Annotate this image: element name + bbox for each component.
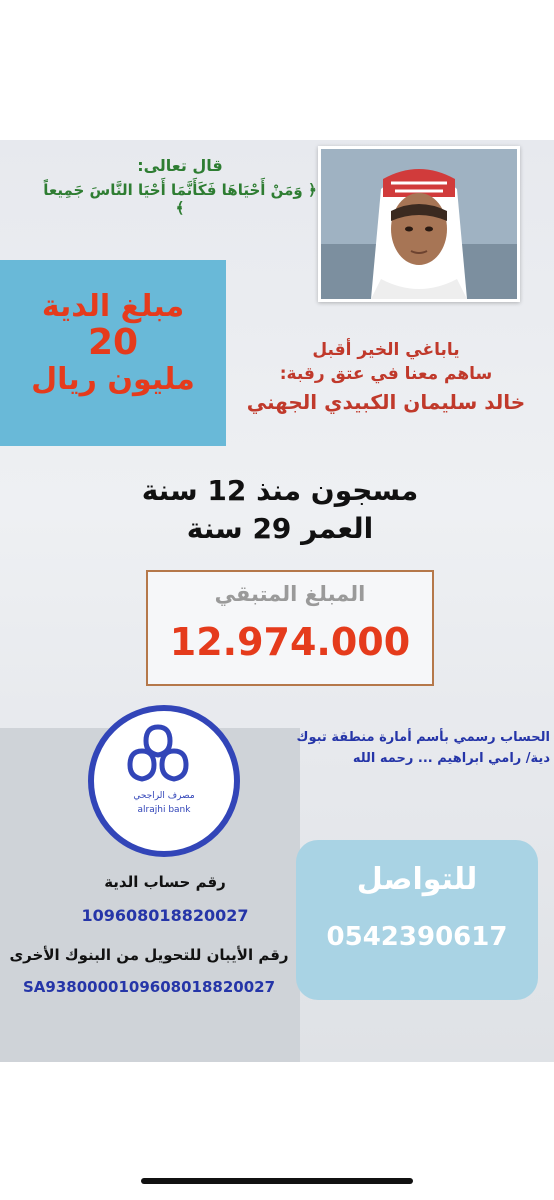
alrajhi-logo-icon xyxy=(88,713,228,793)
remaining-amount-box xyxy=(146,570,434,686)
appeal-line-2: ساهم معنا في عتق رقبة: xyxy=(279,364,493,384)
contact-title: للتواصل xyxy=(356,862,478,897)
iban-number: SA9380000109608018820027 xyxy=(22,978,276,996)
blood-money-amount: 20 xyxy=(87,322,139,363)
prisoner-stats xyxy=(80,472,480,548)
quote-verse: ﴿ وَمَنْ أَحْيَاهَا فَكَأَنَّمَا أَحْيَا النَّاسَ جَمِيعاً ﴾ xyxy=(43,181,317,217)
prisoner-photo xyxy=(318,146,520,302)
official-line-2: دية/ رامي ابراهيم ... رحمه الله xyxy=(352,750,550,766)
appeal-text xyxy=(236,340,536,414)
bank-logo xyxy=(88,705,240,857)
appeal-line-1: ياباغي الخير أقبل xyxy=(312,340,460,360)
official-line-1: الحساب رسمي بأسم أمارة منطقة تبوك xyxy=(296,730,550,745)
bank-name-arabic: مصرف الراجحي xyxy=(133,791,195,801)
home-indicator[interactable] xyxy=(141,1178,413,1184)
donation-poster xyxy=(0,140,554,1062)
official-account-note xyxy=(288,728,550,770)
remaining-amount-value: 12.974.000 xyxy=(169,620,411,664)
remaining-amount-label: المبلغ المتبقي xyxy=(214,582,366,606)
iban-label: رقم الأيبان للتحويل من البنوك الأخرى xyxy=(9,946,289,964)
prisoner-age: العمر 29 سنة xyxy=(186,511,374,545)
contact-phone[interactable]: 0542390617 xyxy=(326,922,508,952)
account-number-label: رقم حساب الدية xyxy=(104,873,226,891)
blood-money-text xyxy=(10,290,216,396)
imprisonment-duration: مسجون منذ 12 سنة xyxy=(141,474,419,507)
person-portrait-icon xyxy=(321,149,517,299)
blood-money-label: مبلغ الدية xyxy=(41,289,185,324)
prisoner-name: خالد سليمان الكبيدي الجهني xyxy=(246,390,526,414)
bank-name-english: alrajhi bank xyxy=(137,805,191,815)
quote-intro: قال تعالى: xyxy=(137,156,223,175)
quran-quote xyxy=(40,156,320,217)
account-number: 109608018820027 xyxy=(81,906,249,925)
blood-money-unit: مليون ريال xyxy=(31,361,195,397)
contact-box xyxy=(296,840,538,1000)
